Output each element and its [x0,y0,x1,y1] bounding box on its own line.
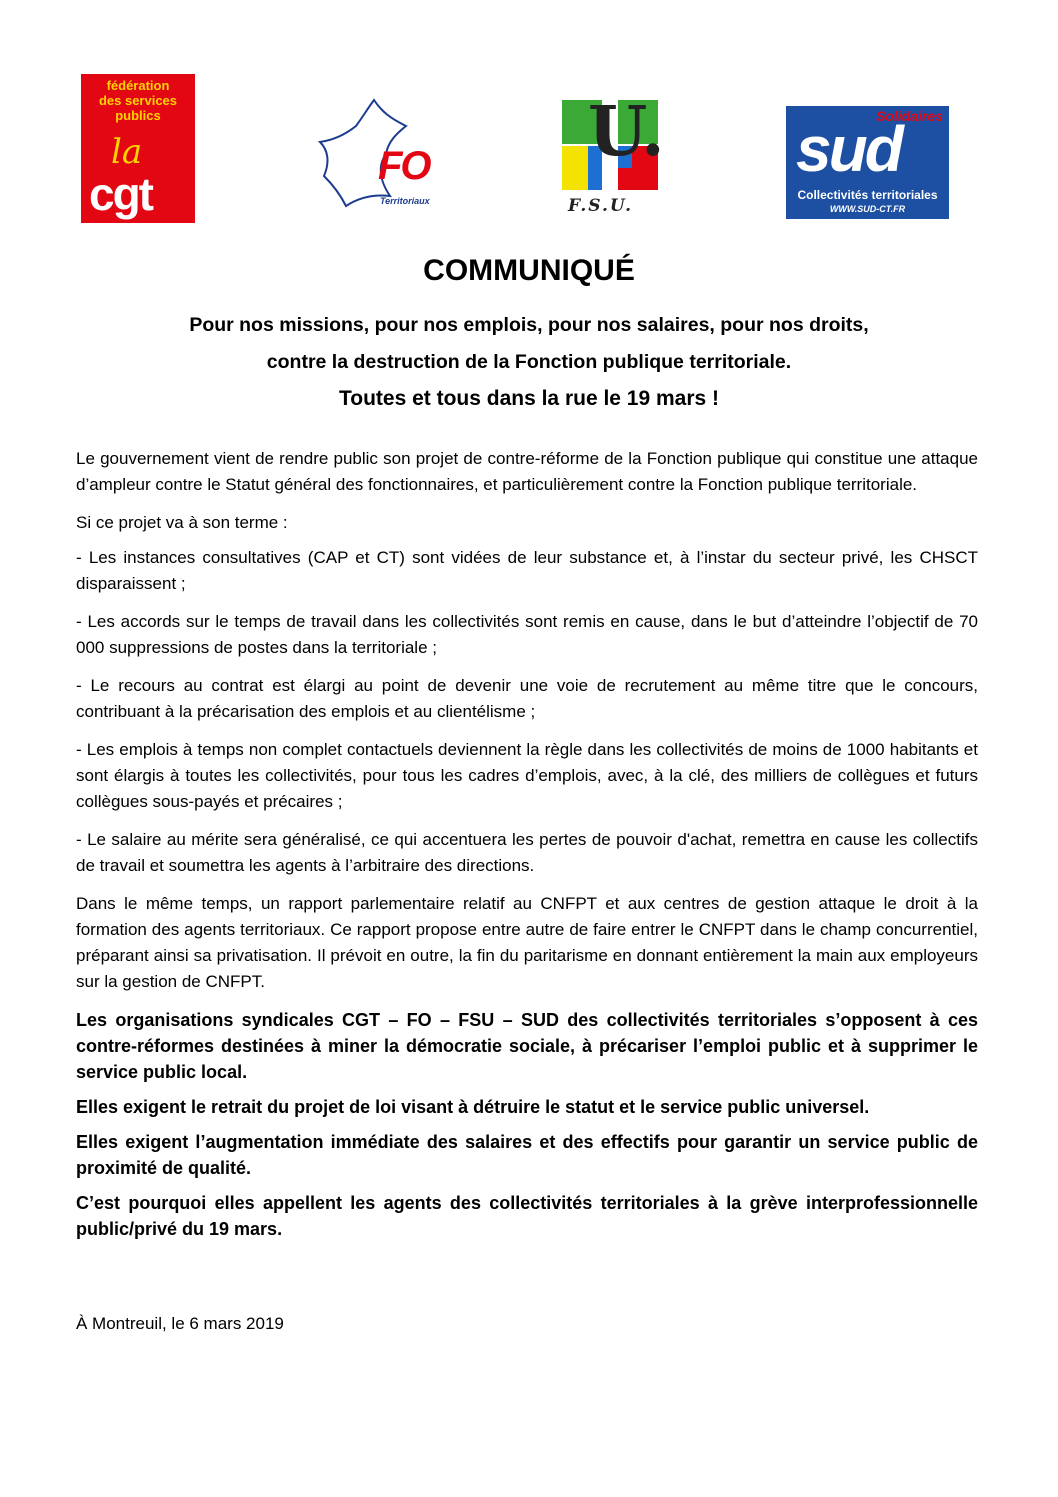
list-item-4: - Les emplois à temps non complet contactuels deviennent la règle dans les collectivités de moins de 1000 habitants et sont élargis à toutes les collectivités, pour tous les cadres d’emplois, avec, à la clé, des milliers de collègues et futurs collègues sous-payés et précaires ; [76,740,978,811]
sud-solidaires: Solidaires [876,108,943,124]
list-item-2: - Les accords sur le temps de travail dans les collectivités sont remis en cause, dans le but d’atteindre l’objectif de 70 000 suppressions de postes dans la territoriale ; [76,612,978,657]
subtitle-line3: Toutes et tous dans la rue le 19 mars ! [338,387,720,410]
subtitle-line2: contre la destruction de la Fonction publique territoriale. [266,351,792,373]
paragraph-organisations: Les organisations syndicales CGT – FO – FSU – SUD des collectivités territoriales s’opposent à ces contre-réformes destinées à miner la démocratie sociale, à précariser l’emploi public et à supprimer le service public local. [76,1010,978,1082]
fo-subtitle: Territoriaux [380,196,430,206]
sud-website: WWW.SUD-CT.FR [829,204,906,214]
sud-collectivites: Collectivités territoriales [797,188,938,202]
paragraph-intro: Le gouvernement vient de rendre public son projet de contre-réforme de la Fonction publique qui constitue une attaque d’ampleur contre le Statut général des fonctionnaires, et particulièrement contre la Fonction publique territoriale. [76,449,978,494]
sud-wordmark: sud [796,113,901,185]
cgt-line1: fédération [106,78,170,93]
subtitle-line1: Pour nos missions, pour nos emplois, pour nos salaires, pour nos droits, [189,314,869,336]
logos-header [0,70,1058,230]
list-item-5: - Le salaire au mérite sera généralisé, ce qui accentuera les pertes de pouvoir d'achat, remettra en cause les collectifs de travail et soumettra les agents à l’arbitraire des directions. [76,830,978,875]
fsu-logo [560,92,665,218]
cgt-line2: des services [98,93,178,108]
paragraph-strike-call: C’est pourquoi elles appellent les agents des collectivités territoriales à la grève interprofessionnelle public/privé du 19 mars. [76,1193,978,1239]
list-item-1: - Les instances consultatives (CAP et CT) sont vidées de leur substance et, à l’instar du secteur privé, les CHSCT disparaissent ; [76,548,978,593]
fo-wordmark: FO [378,144,430,188]
cgt-logo [81,74,195,223]
paragraph-report: Dans le même temps, un rapport parlementaire relatif au CNFPT et aux centres de gestion attaque le droit à la formation des agents territoriaux. Ce rapport propose entre autre de faire entrer le CNFPT dans le champ concurrentiel, préparant ainsi sa privatisation. Il prévoit en outre, la fin du paritarisme en donnant entièrement la main aux employeurs sur la gestion de CNFPT. [76,894,978,991]
paragraph-condition: Si ce projet va à son terme : [76,513,288,532]
fsu-u-letter: U. [588,92,665,172]
fsu-wordmark: F.S.U. [568,196,634,216]
paragraph-demand-withdrawal: Elles exigent le retrait du projet de loi visant à détruire le statut et le service public universel. [76,1097,870,1117]
communique-body [76,446,978,1251]
sud-logo [786,106,949,219]
cgt-la: la [111,132,143,172]
date-line: À Montreuil, le 6 mars 2019 [76,1314,284,1333]
page-title: COMMUNIQUÉ [423,254,635,287]
list-item-3: - Le recours au contrat est élargi au point de devenir une voie de recrutement au même titre que le concours, contribuant à la précarisation des emplois et au clientélisme ; [76,676,978,721]
cgt-federation-text [81,78,195,123]
cgt-wordmark: cgt [89,168,152,220]
fo-logo [316,98,446,216]
cgt-line3: publics [115,108,161,123]
paragraph-demand-salaries: Elles exigent l’augmentation immédiate des salaires et des effectifs pour garantir un service public de proximité de qualité. [76,1132,978,1178]
